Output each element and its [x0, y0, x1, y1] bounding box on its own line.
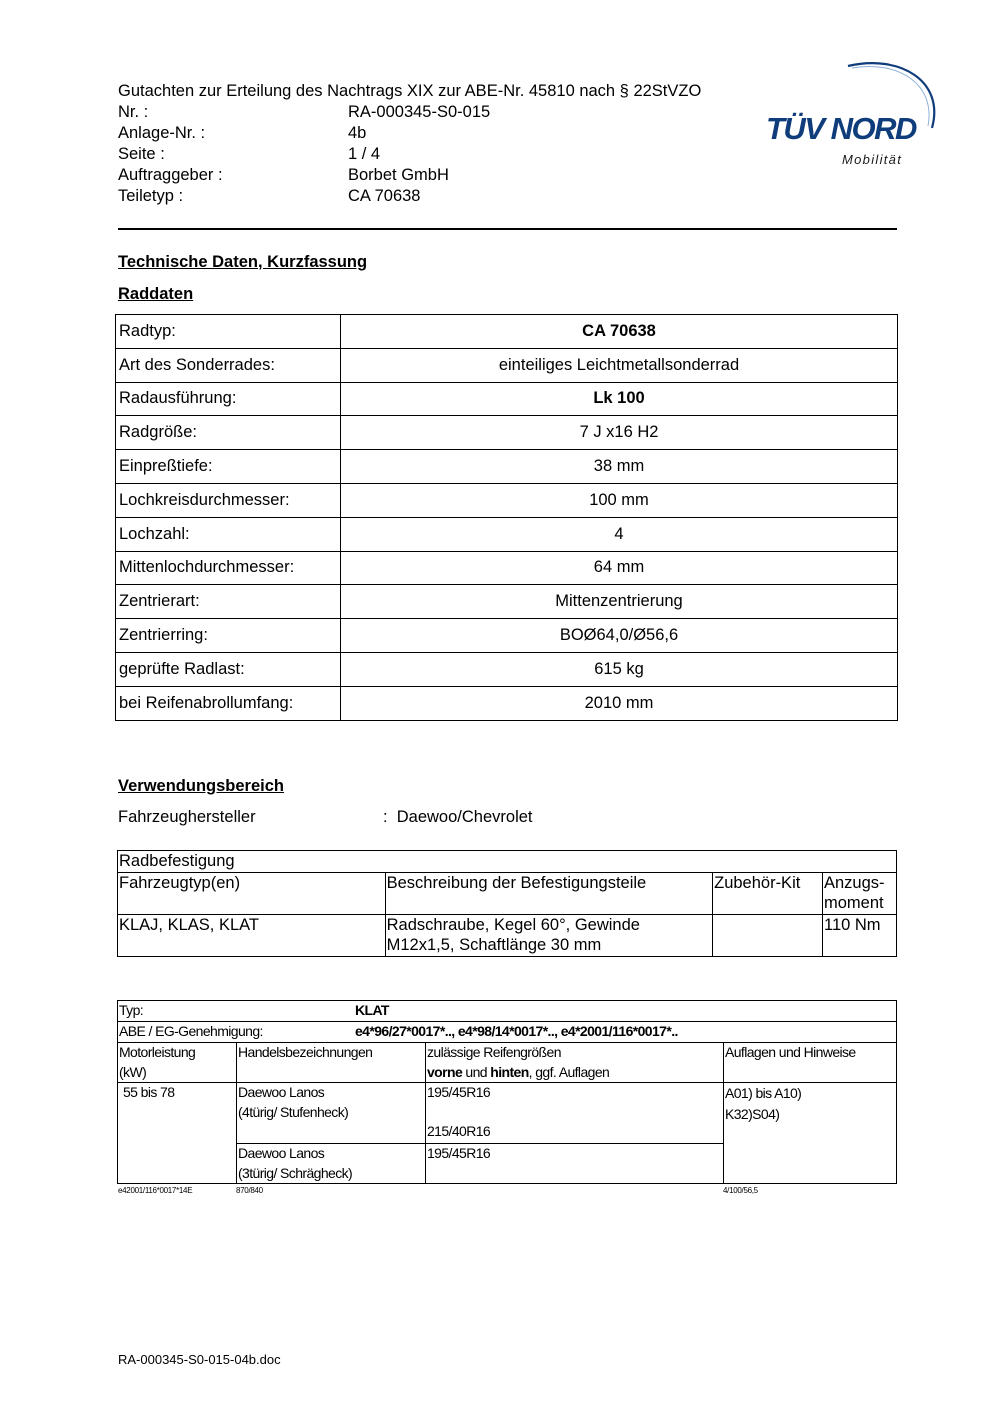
row-value: 100 mm [341, 483, 898, 517]
header-auflagen-hinweise: Auflagen und Hinweise [724, 1043, 897, 1083]
abe-label: ABE / EG-Genehmigung: [119, 1023, 263, 1039]
typ-cell [118, 1001, 897, 1022]
raddaten-rows [116, 315, 898, 721]
table-row [116, 585, 898, 619]
header-anzugsmoment [823, 872, 897, 914]
row-label: Radgröße: [116, 416, 341, 450]
abe-value: e4*96/27*0017*.., e4*98/14*0017*.., e4*2001/116*0017*.. [355, 1023, 678, 1039]
row-value: 38 mm [341, 450, 898, 484]
header-value-nr: RA-000345-S0-015 [348, 103, 491, 121]
table-row [116, 348, 898, 382]
typ-value: KLAT [355, 1002, 389, 1018]
row-label: Lochzahl: [116, 517, 341, 551]
row-value: 2010 mm [341, 686, 898, 720]
header-reifengroessen [426, 1043, 724, 1083]
header-handelsbezeichnungen: Handelsbezeichnungen [237, 1043, 426, 1083]
table-header-row [118, 1043, 897, 1083]
row-label: Radausführung: [116, 382, 341, 416]
header-label-nr: Nr. : [118, 103, 149, 121]
row-label: bei Reifenabrollumfang: [116, 686, 341, 720]
table-header-row [118, 872, 897, 914]
raddaten-title: Raddaten [118, 285, 194, 303]
header-value-teiletyp: CA 70638 [348, 187, 421, 205]
model-3tuerig-line2: (3türig/ Schrägheck) [238, 1164, 353, 1181]
table-row [116, 517, 898, 551]
row-label: Zentrierart: [116, 585, 341, 619]
header-value-seite: 1 / 4 [348, 145, 381, 163]
befestigung-desc-line2: M12x1,5, Schaftlänge 30 mm [386, 936, 602, 954]
table-row [116, 416, 898, 450]
header-motorleistung-2: (kW) [119, 1063, 147, 1080]
manufacturer-label: Fahrzeughersteller [118, 808, 256, 826]
befestigung-desc [385, 914, 712, 956]
header-value-anlage: 4b [348, 124, 367, 142]
tire-195-45r16: 195/45R16 [427, 1084, 491, 1100]
typ-label: Typ: [119, 1002, 144, 1018]
row-label: Einpreßtiefe: [116, 450, 341, 484]
header-label-auftraggeber: Auftraggeber : [118, 166, 223, 184]
row-label: Radtyp: [116, 315, 341, 349]
tire-215-40r16: 215/40R16 [427, 1123, 491, 1139]
zubehoer-kit [713, 914, 823, 956]
header-beschreibung: Beschreibung der Befestigungsteile [385, 872, 712, 914]
section-title: Technische Daten, Kurzfassung [118, 253, 368, 271]
klat-table [117, 1000, 897, 1184]
row-value: 615 kg [341, 652, 898, 686]
radbefestigung-title: Radbefestigung [118, 851, 897, 873]
header-anzugsmoment-text: Anzugs-moment [824, 873, 885, 912]
anzugsmoment: 110 Nm [823, 914, 897, 956]
header-auflagen-suffix: , ggf. Auflagen [528, 1063, 610, 1080]
header-reifengroessen-2 [427, 1063, 723, 1083]
footer-filename: RA-000345-S0-015-04b.doc [118, 1352, 281, 1367]
header-zubehoer-kit: Zubehör-Kit [713, 872, 823, 914]
motorleistung-value: 55 bis 78 [118, 1083, 237, 1184]
header-und: und [462, 1063, 491, 1080]
befestigung-desc-line1: Radschraube, Kegel 60°, Gewinde [386, 915, 640, 934]
header-label-anlage: Anlage-Nr. : [118, 124, 206, 142]
table-row [118, 914, 897, 956]
model-3tuerig-line1: Daewoo Lanos [238, 1145, 325, 1161]
header-fahrzeugtyp: Fahrzeugtyp(en) [118, 872, 386, 914]
manufacturer-value: : Daewoo/Chevrolet [383, 808, 533, 826]
header-value-auftraggeber: Borbet GmbH [348, 166, 449, 184]
row-label: geprüfte Radlast: [116, 652, 341, 686]
code-870-840: 870/840 [236, 1186, 263, 1195]
model-4tuerig-line2: (4türig/ Stufenheck) [238, 1103, 349, 1120]
table-row [116, 652, 898, 686]
table-row [116, 315, 898, 349]
table-row [116, 686, 898, 720]
row-label: Art des Sonderrades: [116, 348, 341, 382]
tire-spacer [427, 1103, 723, 1123]
document-title: Gutachten zur Erteilung des Nachtrags XIX zur ABE-Nr. 45810 nach § 22StVZO [118, 82, 702, 100]
verwendung-title: Verwendungsbereich [118, 777, 284, 795]
row-value: einteiliges Leichtmetallsonderrad [341, 348, 898, 382]
abe-cell [118, 1022, 897, 1043]
table-row [118, 1083, 897, 1144]
auflagen-line2: K32)S04) [725, 1106, 780, 1122]
auflagen-line1: A01) bis A10) [725, 1085, 802, 1101]
auflagen-hinweise [724, 1083, 897, 1184]
row-value: Mittenzentrierung [341, 585, 898, 619]
row-value: 7 J x16 H2 [341, 416, 898, 450]
header-vorne: vorne [427, 1063, 463, 1080]
typ-row [118, 1001, 897, 1022]
code-approval: e42001/116*0017*14E [118, 1186, 193, 1195]
tires-4tuerig [426, 1083, 724, 1144]
table-row [116, 382, 898, 416]
row-value: CA 70638 [341, 315, 898, 349]
model-3tuerig [237, 1144, 426, 1184]
logo-subtitle: Mobilität [842, 152, 903, 167]
header-label-teiletyp: Teiletyp : [118, 187, 184, 205]
raddaten-table [115, 314, 898, 721]
table-row [116, 450, 898, 484]
tires-3tuerig: 195/45R16 [426, 1144, 724, 1184]
abe-row [118, 1022, 897, 1043]
fahrzeugtypen: KLAJ, KLAS, KLAT [118, 914, 386, 956]
row-value: BOØ64,0/Ø56,6 [341, 619, 898, 653]
table-row [116, 483, 898, 517]
radbefestigung-table [117, 850, 897, 957]
code-4-100: 4/100/56,5 [723, 1186, 758, 1195]
model-4tuerig-line1: Daewoo Lanos [238, 1084, 325, 1100]
row-label: Mittenlochdurchmesser: [116, 551, 341, 585]
header-divider [118, 228, 897, 230]
table-row [116, 551, 898, 585]
model-4tuerig [237, 1083, 426, 1144]
header-reifengroessen-1: zulässige Reifengrößen [427, 1044, 561, 1060]
logo-brand-text: TÜV NORD [766, 111, 916, 146]
row-value: 4 [341, 517, 898, 551]
row-value: 64 mm [341, 551, 898, 585]
header-label-seite: Seite : [118, 145, 165, 163]
row-label: Lochkreisdurchmesser: [116, 483, 341, 517]
header-hinten: hinten [490, 1063, 529, 1080]
header-motorleistung-1: Motorleistung [119, 1044, 196, 1060]
row-label: Zentrierring: [116, 619, 341, 653]
header-motorleistung [118, 1043, 237, 1083]
table-row [116, 619, 898, 653]
table-row [118, 851, 897, 873]
tuev-nord-logo [760, 56, 945, 176]
row-value: Lk 100 [341, 382, 898, 416]
